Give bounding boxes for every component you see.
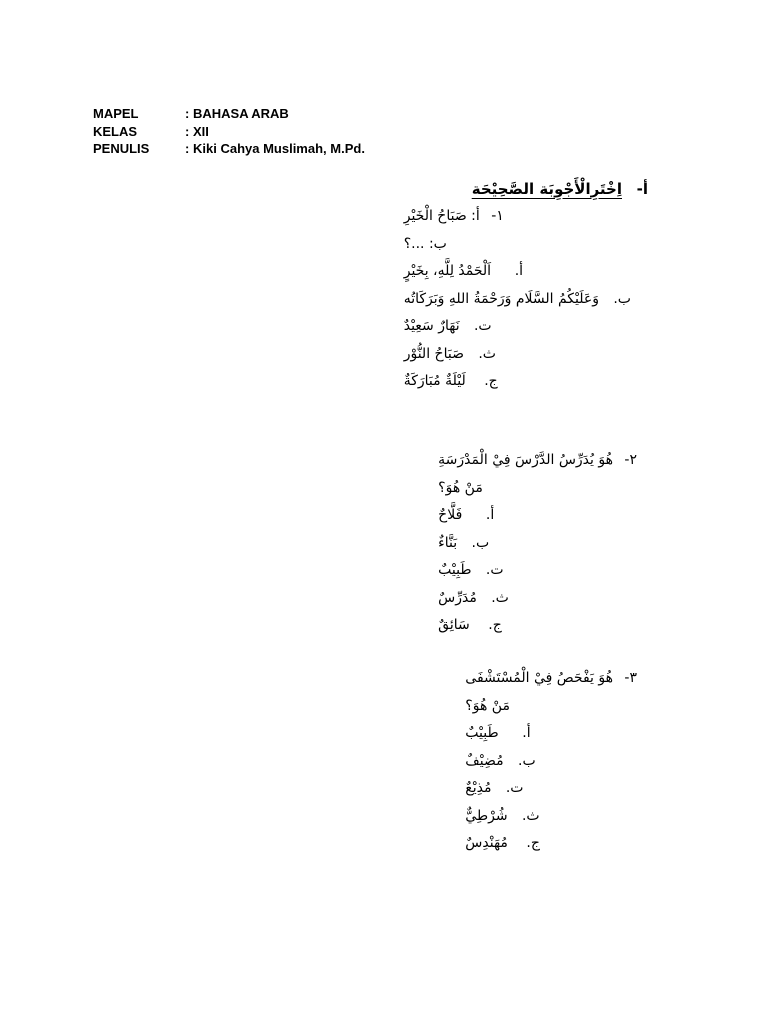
option-letter: ب. xyxy=(613,290,631,307)
question-subline: مَنْ هُوَ؟ xyxy=(465,697,510,714)
question-number: ٢- xyxy=(624,452,637,468)
meta-separator: : xyxy=(185,106,190,121)
option-letter: ث. xyxy=(478,345,496,362)
option-e[interactable] xyxy=(465,830,546,858)
option-text: نَهَارٌ سَعِيْدٌ xyxy=(403,318,460,334)
option-letter: ج. xyxy=(526,835,540,851)
option-text: مُضِيْفٌ xyxy=(465,752,504,769)
option-b[interactable] xyxy=(404,286,637,314)
question-prompt xyxy=(465,665,637,693)
option-letter: ث. xyxy=(521,807,540,824)
option-text: سَائِقٌ xyxy=(438,617,470,633)
option-text: فَلَّاحٌ xyxy=(438,507,463,523)
option-a[interactable] xyxy=(465,720,536,748)
option-text: مُذِيْعٌ xyxy=(465,780,492,796)
option-text: بَنَّاءٌ xyxy=(438,534,458,551)
option-c[interactable] xyxy=(438,557,509,585)
section-label: أ- xyxy=(636,180,648,198)
meta-value: BAHASA ARAB xyxy=(193,106,289,121)
option-letter: أ. xyxy=(485,507,495,523)
meta-separator: : xyxy=(185,141,190,156)
option-a[interactable] xyxy=(438,502,500,530)
option-letter: ب. xyxy=(518,752,536,769)
option-text: اَلْحَمْدُ لِلَّهِ، بِخَيْرٍ xyxy=(403,263,492,279)
option-d[interactable] xyxy=(438,585,515,613)
option-text: مُدَرِّسٌ xyxy=(438,589,477,606)
meta-key: KELAS xyxy=(93,123,138,139)
option-letter: ث. xyxy=(491,589,509,606)
question-number: ١- xyxy=(491,208,504,224)
meta-key: PENULIS xyxy=(93,141,150,156)
meta-key: MAPEL xyxy=(93,106,139,121)
question-prompt xyxy=(404,203,504,231)
option-letter: أ. xyxy=(514,263,524,279)
meta-value: XII xyxy=(193,123,209,139)
option-text: طَبِيْبٌ xyxy=(438,562,472,578)
question-text: هُوَ يَفْحَصُ فِيْ الْمُسْتَشْفَى xyxy=(465,670,613,686)
option-c[interactable] xyxy=(465,775,529,803)
option-text: وَعَلَيْكُمُ السَّلَام وَرَحْمَةُ اللهِ وَبَرَكَاتُه xyxy=(403,290,599,307)
question-prompt xyxy=(438,447,637,475)
option-letter: ب. xyxy=(471,534,490,551)
option-a[interactable] xyxy=(404,258,529,286)
option-b[interactable] xyxy=(438,530,495,558)
question-text: هُوَ يُدَرِّسُ الدَّرْسَ فِيْ الْمَدْرَسَةِ xyxy=(438,452,613,468)
question-number: ٣- xyxy=(624,670,637,686)
question-text: أ: صَبَاحُ الْخَيْرِ xyxy=(403,208,480,224)
question-1 xyxy=(404,203,637,396)
meta-row-author xyxy=(93,140,365,158)
option-text: صَبَاحُ النُّوْر xyxy=(403,345,464,362)
question-3 xyxy=(465,665,637,858)
option-letter: ت. xyxy=(505,780,524,796)
section-heading xyxy=(472,176,648,202)
option-e[interactable] xyxy=(438,612,508,640)
option-letter: أ. xyxy=(522,725,531,741)
option-letter: ت. xyxy=(485,562,504,578)
document-header xyxy=(93,105,365,158)
option-e[interactable] xyxy=(404,368,504,396)
meta-value: Kiki Cahya Muslimah, M.Pd. xyxy=(193,141,365,156)
option-letter: ت. xyxy=(473,318,492,334)
meta-row-subject xyxy=(93,105,365,123)
meta-row-class xyxy=(93,123,365,141)
question-2 xyxy=(438,447,637,640)
option-letter: ج. xyxy=(488,617,502,633)
option-c[interactable] xyxy=(404,313,498,341)
option-b[interactable] xyxy=(465,748,541,776)
option-letter: ج. xyxy=(484,373,498,389)
question-subline: ب: ...؟ xyxy=(403,235,447,252)
section-title: اِخْتَرِالْأَجْوِبَة الصَّحِيْحَة xyxy=(471,180,622,198)
option-d[interactable] xyxy=(404,341,502,369)
question-subline: مَنْ هُوَ؟ xyxy=(438,479,483,496)
option-text: لَيْلَةٌ مُبَارَكَةٌ xyxy=(403,373,466,389)
meta-separator: : xyxy=(185,123,190,139)
option-d[interactable] xyxy=(465,803,545,831)
option-text: طَبِيْبٌ xyxy=(465,725,499,741)
option-text: مُهَنْدِسٌ xyxy=(465,835,508,851)
option-text: شُرْطِيٌّ xyxy=(465,807,508,824)
